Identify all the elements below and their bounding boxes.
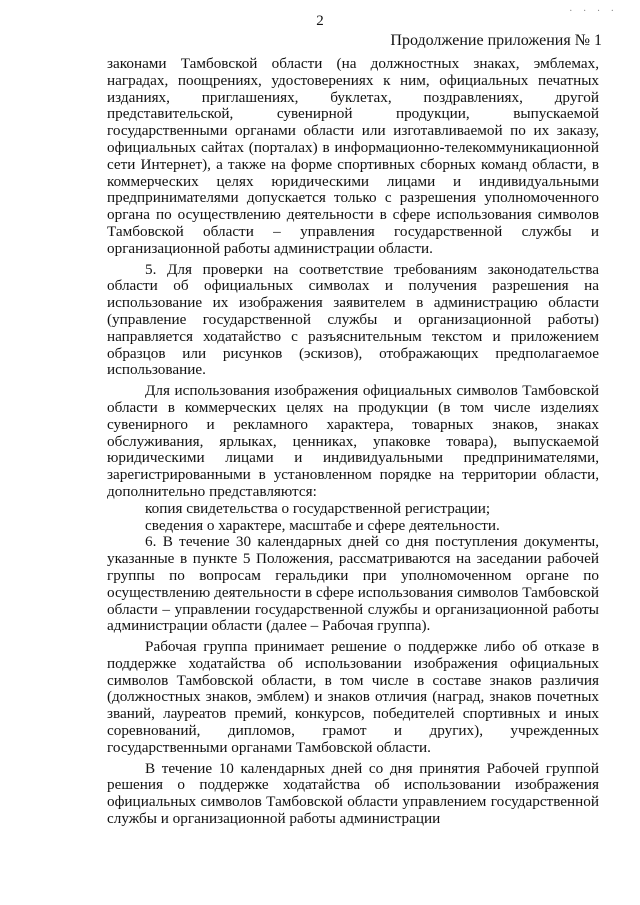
scan-artifact: · · · · — [569, 6, 618, 17]
paragraph-continued-text: законами Тамбовской области (на должностных знаках, эмблемах, наградах, поощрениях, удостоверениях к ним, официальных печатных изданиях, приглашениях, буклетах, поздравлениях, другой представительской, сувенирной продукции, выпускаемой государственными органами области или изготавливаемой по их заказу, официальных сайтах (порталах) в информационно-телекоммуникационной сети Интернет), а также на форме спортивных сборных команд области, в коммерческих целях юридическими лицами и индивидуальными предпринимателями допускается только с разрешения уполномоченного органа по осуществлению деятельности в сфере использования символов Тамбовской области – управления государственной службы и организационной работы администрации области. — [107, 55, 599, 257]
page-number: 2 — [316, 13, 324, 29]
list-item-registration-copy: копия свидетельства о государственной регистрации; — [145, 499, 491, 517]
paragraph-ten-days: В течение 10 календарных дней со дня принятия Рабочей группой решения о поддержке ходатайства об использовании изображения официальных символов Тамбовской области управлением государственной службы и организационной работы администрации — [107, 759, 599, 828]
paragraph-item-5: 5. Для проверки на соответствие требованиям законодательства области об официальных символах и получения разрешения на использование их изображения заявителем в администрацию области (управление государственной службы и организационной работы) направляется ходатайство с разъяснительным текстом и приложением образцов или рисунков (эскизов), отображающих предполагаемое использование. — [107, 260, 599, 379]
paragraph-working-group-decision: Рабочая группа принимает решение о поддержке либо об отказе в поддержке ходатайства об использовании изображения официальных символов Тамбовской области, в том числе в составе знаков различия (должностных знаков, эмблем) и знаков отличия (наград, знаков почетных званий, лауреатов премий, конкурсов, победителей спортивных и иных соревнований, дипломов, грамот и других), учрежденных государственными органами Тамбовской области. — [107, 638, 599, 756]
paragraph-item-6: 6. В течение 30 календарных дней со дня поступления документы, указанные в пункте 5 Положения, рассматриваются на заседании рабочей группы по вопросам геральдики при уполномоченном органе по осуществлению деятельности в сфере использования символов Тамбовской области – управлении государственной службы и организационной работы администрации области (далее – Рабочая группа). — [107, 533, 599, 635]
document-body — [107, 56, 599, 828]
continuation-header: Продолжение приложения № 1 — [390, 32, 602, 49]
paragraph-commercial-use: Для использования изображения официальных символов Тамбовской области в коммерческих целях на продукции (в том числе изделиях сувенирного и рекламного характера, товарных знаков, знаках обслуживания, ярлыках, ценниках, упаковке товара), выпускаемой юридическими лицами и индивидуальными предпринимателями, зарегистрированными в установленном порядке на территории области, дополнительно представляются: — [107, 382, 599, 500]
list-item-activity-info: сведения о характере, масштабе и сфере деятельности. — [145, 516, 500, 534]
